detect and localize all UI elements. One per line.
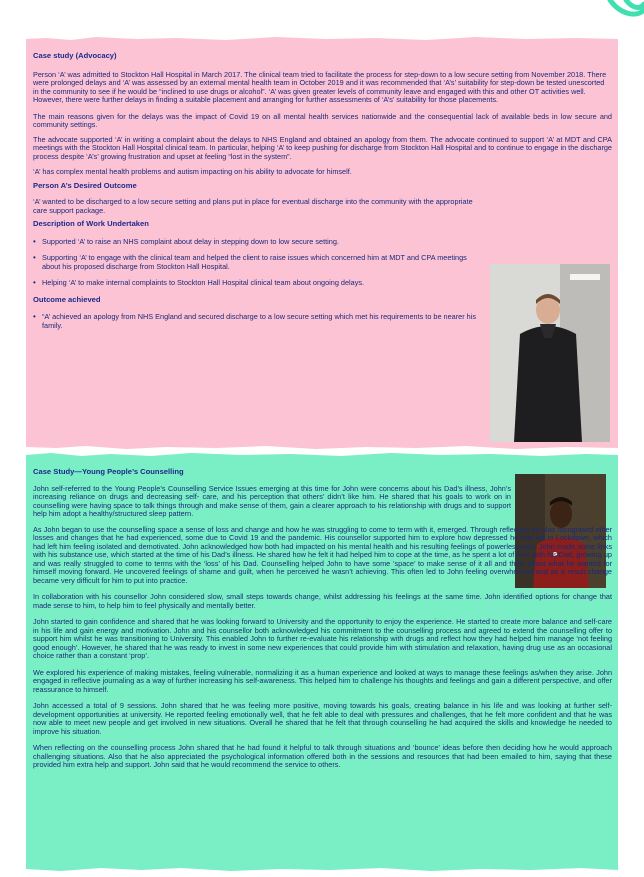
- counselling-content: [33, 468, 612, 776]
- work-undertaken-list: [33, 238, 485, 288]
- counselling-paragraph-1: John self-referred to the Young People’s Counselling Service Issues emerging at this time for John were concerns about his Dad’s illness, John’s increasing reliance on drugs and decreasing self- care, and his perception that others’ didn’t like him. He shared that his goals to work on in counselling were having space to talk things through and make sense of them, gain a clearer approach to his relationship with drugs and to support help him adopt a healthy/structured sleep pattern.: [33, 483, 511, 518]
- torn-edge-bottom: [26, 444, 618, 450]
- outcome-achieved-heading: Outcome achieved: [33, 294, 101, 304]
- counselling-paragraph-2: As John began to use the counselling space a sense of loss and change and how he was struggling to come to term with it, emerged. Through reflection he also recognised other losses and changes that he had experienced, some due to Covid 19 and the pandemic. His counsellor supported him to explore how depressed he had felt in Lockdown, which had left him feeling isolated and demotivated. John acknowledged how both had impacted on his mental health and his resulting feelings of powerlessness. John made some links with his substance use, which started at the time of his Dad’s illness. He shared how he felt it had helped him to cope at the time, as he spent a lot of time with his Dad, growing up and was really struggled to come to terms with the ‘loss’ of his Dad. Counselling helped John to have some ‘space’ to make sense of it all and think about what he wanted for himself moving forward. He uncovered feelings of shame and guilt, when he perceived he wasn’t achieving. This often led to John feeling overwhelmed and as a result change became very difficult for him to put into practice.: [33, 524, 612, 585]
- torn-edge-bottom: [26, 866, 618, 872]
- counselling-paragraph-4: John started to gain confidence and shared that he was looking forward to University and the opportunity to enjoy the experience. He started to create more balance and self-care in his life and gain energy and motivation. John and his counsellor both acknowledged his commitment to the counselling process and agreed to extend the counselling offer to support him whilst he was transitioning to University. This enabled John to further re-evaluate his relationship with drugs and reflect how they had helped him manage ‘not feeling good enough’. However, he shared that he was ready to invest in some new experiences that could provide him with stimulation and relaxation, having drug use as an occasional choice rather than a constant ‘prop’.: [33, 617, 612, 660]
- list-item: • Supporting ‘A’ to engage with the clinical team and helped the client to raise issues which concerned him at MDT and CPA meetings about his proposed discharge from Stockton Hall Hospital.: [33, 254, 485, 271]
- list-item: • Supported ‘A’ to raise an NHS complaint about delay in stepping down to low secure setting.: [33, 238, 485, 247]
- outcome-achieved-list: [33, 313, 485, 330]
- advocacy-paragraph-2: The main reasons given for the delays was the impact of Covid 19 on all mental health services nationwide and the consequential lack of available beds in low secure and community settings.: [33, 111, 612, 129]
- counselling-paragraph-3: In collaboration with his counsellor John considered slow, small steps towards change, whilst addressing his feelings at the same time. John identified options for change that made sense to him, to help him to feel physically and mentally better.: [33, 592, 612, 610]
- torn-edge-top: [26, 36, 618, 42]
- list-item: • Helping ‘A’ to make internal complaints to Stockton Hall Hospital clinical team about ongoing delays.: [33, 279, 485, 288]
- advocacy-case-study-panel: [26, 40, 618, 446]
- counselling-title: Case Study—Young People’s Counselling: [33, 467, 184, 476]
- desired-outcome-text: ‘A’ wanted to be discharged to a low secure setting and plans put in place for eventual discharge into the community with the appropriate care support package.: [33, 197, 473, 215]
- torn-edge-top: [26, 452, 618, 458]
- work-undertaken-heading: Description of Work Undertaken: [33, 219, 149, 228]
- list-item: • “A’ achieved an apology from NHS England and secured discharge to a low secure setting which met his requirements to be nearer his family.: [33, 313, 485, 330]
- advocacy-title: Case study (Advocacy): [33, 51, 117, 60]
- advocacy-paragraph-3: The advocate supported ‘A’ in writing a complaint about the delays to NHS England and obtained an apology from them. The advocate continued to support ‘A’ at MDT and CPA meetings with the Stockton Hall Hospital clinical team. In particular, helping ‘A’ to keep pushing for discharge from Stockton Hall Hospital and to continue to engage in the discharge process despite ‘A’s’ growing frustration and upset at feeling “lost in the system”.: [33, 134, 612, 161]
- counselling-paragraph-6: John accessed a total of 9 sessions. John shared that he was feeling more positive, moving towards his goals, creating balance in his life and was looking at further self-development opportunities at university. He reported feeling emotionally well, that he felt able to deal with pressures and challenges, that he felt more confident and that he was now able to meet new people and get involved in new situations. Overall he shared that he felt that through counselling he had acquired the skills and knowledge he needed to improve his situation.: [33, 701, 612, 736]
- advocacy-left-column: [33, 198, 485, 330]
- advocacy-paragraph-1: Person ‘A’ was admitted to Stockton Hall Hospital in March 2017. The clinical team tried to facilitate the process for step-down to a low secure setting from November 2018. There were prolonged delays and ‘A’ was assessed by an external mental health team in October 2019 and it was recommended that ‘A’s’ suitability for step-down be tested unescorted in the community to see if he would be “inclined to use drugs or alcohol”. ‘A’ was given greater levels of community leave and engaged with this and other OT activities well. However, there were further delays in finding a suitable placement and arranging for further assessments of ‘A’s’ suitability for those placements.: [33, 69, 607, 104]
- desired-outcome-heading: Person A’s Desired Outcome: [33, 180, 137, 190]
- decorative-swirl: [540, 0, 644, 40]
- counselling-paragraph-5: We explored his experience of making mistakes, feeling vulnerable, normalizing it as a human experience and looked at ways to manage these feelings as/when they arise. John engaged in reflective journaling as a way of further increasing his self-awareness. This helped him to challenge his thoughts and feelings and gain a different perspective, and offer reassurance to himself.: [33, 667, 612, 694]
- counselling-paragraph-7: When reflecting on the counselling process John shared that he had found it helpful to talk through situations and ‘bounce’ ideas before then deciding how he would approach challenging situations. Also that he also appreciated the psychological information offered both in the sessions and resources that had been emailed to him, saying that these provided him extra help and support. John said that he would recommend the service to others.: [33, 743, 612, 769]
- man-in-hallway-photo: [490, 264, 610, 442]
- counselling-case-study-panel: [26, 456, 618, 868]
- advocacy-paragraph-4: ‘A’ has complex mental health problems and autism impacting on his ability to advocate for himself.: [33, 167, 352, 176]
